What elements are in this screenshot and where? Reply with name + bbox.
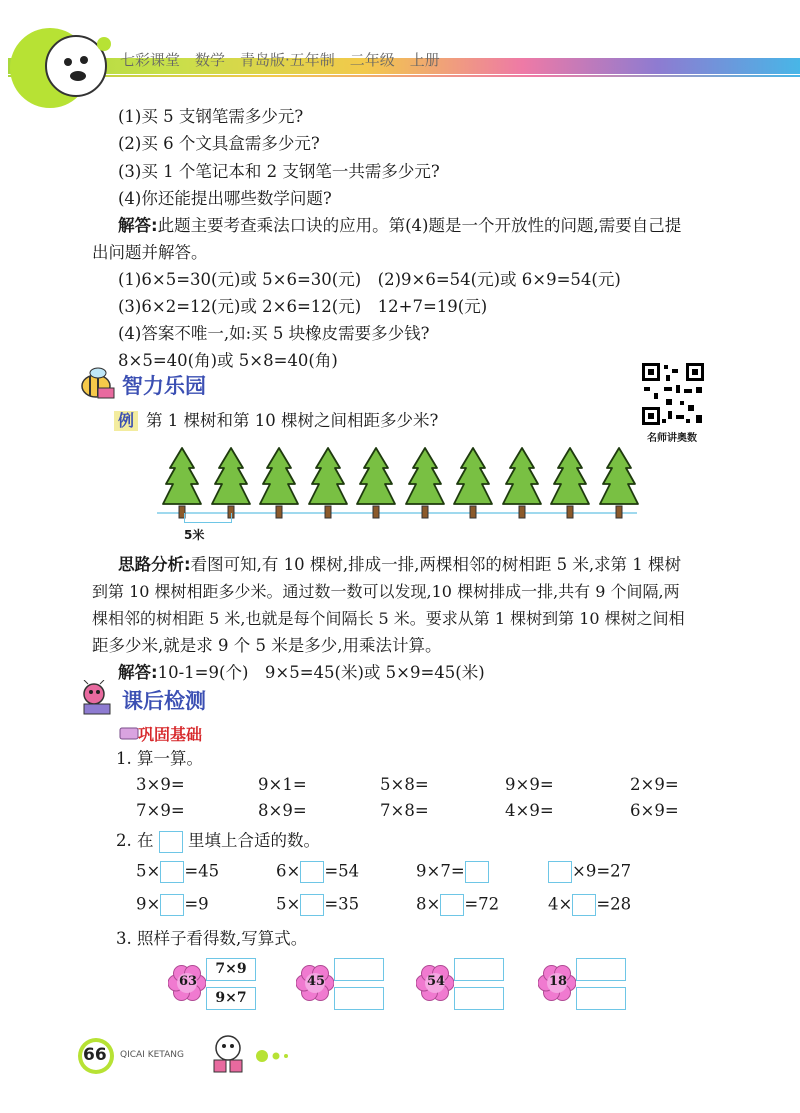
tree-icon bbox=[453, 446, 493, 521]
tree-icon bbox=[599, 446, 639, 521]
page-number: 66 bbox=[83, 1045, 107, 1065]
q1-item: 7×8= bbox=[380, 801, 429, 820]
analysis-line-1 bbox=[118, 554, 681, 576]
problem-4: (4)你还能提出哪些数学问题? bbox=[118, 189, 332, 208]
q1-item: 7×9= bbox=[136, 801, 185, 820]
example-tag: 例 bbox=[114, 411, 138, 431]
analysis-answer bbox=[118, 662, 485, 684]
q1-item: 9×1= bbox=[258, 775, 307, 794]
analysis-answer-label: 解答: bbox=[118, 663, 158, 682]
analysis-line-2: 到第 10 棵树相距多少米。通过数一数可以发现,10 棵树排成一排,共有 9 个间隔,两 bbox=[92, 582, 680, 601]
flower-value: 63 bbox=[178, 974, 198, 989]
distance-bracket bbox=[184, 513, 232, 523]
analysis-line-3: 棵相邻的树相距 5 米,也就是每个间隔长 5 米。要求从第 1 棵树到第 10 棵树之间相 bbox=[92, 609, 685, 628]
flower-value: 18 bbox=[548, 974, 568, 989]
analysis-text-1: 看图可知,有 10 棵树,排成一排,两棵相邻的树相距 5 米,求第 1 棵树 bbox=[190, 555, 682, 574]
q2-item-post: =72 bbox=[464, 894, 500, 914]
expression-box-bottom[interactable] bbox=[334, 987, 384, 1010]
expression-box-bottom[interactable] bbox=[576, 987, 626, 1010]
q1-item: 4×9= bbox=[505, 801, 554, 820]
q1-title: 1. 算一算。 bbox=[116, 749, 203, 768]
flower-value: 54 bbox=[426, 974, 446, 989]
q2-item-pre: 4× bbox=[548, 894, 573, 914]
problem-3: (3)买 1 个笔记本和 2 支钢笔一共需多少元? bbox=[118, 162, 440, 181]
tree-icon bbox=[308, 446, 348, 521]
answer-box[interactable] bbox=[548, 861, 572, 883]
expression-box-top[interactable] bbox=[454, 958, 504, 981]
q2-item-pre: 8× bbox=[416, 894, 441, 914]
q2-item bbox=[136, 861, 219, 883]
problem-2: (2)买 6 个文具盒需多少元? bbox=[118, 134, 320, 153]
answer-box[interactable] bbox=[300, 861, 324, 883]
header-title: 七彩课堂 数学 青岛版·五年制 二年级 上册 bbox=[120, 51, 440, 69]
analysis-line-4: 距多少米,就是求 9 个 5 米是多少,用乘法计算。 bbox=[92, 636, 442, 655]
q1-item: 8×9= bbox=[258, 801, 307, 820]
q2-item-pre: 9×7= bbox=[416, 861, 465, 881]
expression-box-bottom: 9×7 bbox=[206, 987, 256, 1010]
answer-box[interactable] bbox=[300, 894, 324, 916]
q2-item-pre: 5× bbox=[136, 861, 161, 881]
q2-item bbox=[416, 894, 499, 916]
analysis-label: 思路分析: bbox=[118, 555, 191, 574]
tree-icon bbox=[259, 446, 299, 521]
mascot-logo-icon bbox=[8, 20, 118, 110]
section-title-zhili: 智力乐园 bbox=[122, 374, 206, 398]
flower-value: 45 bbox=[306, 974, 326, 989]
q2-item bbox=[136, 894, 209, 916]
answer-line-3: (4)答案不唯一,如:买 5 块橡皮需要多少钱? bbox=[118, 324, 430, 343]
q2-title bbox=[116, 830, 320, 853]
q2-item-post: =35 bbox=[324, 894, 360, 914]
q2-item-post: ×9=27 bbox=[572, 861, 632, 881]
answer-line-2: (3)6×2=12(元)或 2×6=12(元) 12+7=19(元) bbox=[118, 297, 488, 316]
answer-box[interactable] bbox=[465, 861, 489, 883]
q2-item bbox=[416, 861, 489, 883]
q2-item-post: =54 bbox=[324, 861, 360, 881]
q2-item-pre: 9× bbox=[136, 894, 161, 914]
expression-box-top: 7×9 bbox=[206, 958, 256, 981]
qr-code-icon[interactable] bbox=[640, 361, 706, 427]
footer-brand: QICAI KETANG bbox=[120, 1050, 184, 1060]
q1-item: 9×9= bbox=[505, 775, 554, 794]
q2-item bbox=[548, 861, 631, 883]
expression-box-bottom[interactable] bbox=[454, 987, 504, 1010]
q2-item bbox=[276, 861, 359, 883]
q2-title-a: 2. 在 bbox=[116, 831, 154, 850]
answer-box[interactable] bbox=[160, 894, 184, 916]
answer-line-4: 8×5=40(角)或 5×8=40(角) bbox=[118, 351, 338, 370]
expression-box-top[interactable] bbox=[576, 958, 626, 981]
expression-box-top[interactable] bbox=[334, 958, 384, 981]
sub-title-gonggu: 巩固基础 bbox=[138, 725, 203, 744]
analysis-answer-text: 10-1=9(个) 9×5=45(米)或 5×9=45(米) bbox=[157, 663, 485, 682]
example-text: 第 1 棵树和第 10 棵树之间相距多少米? bbox=[146, 411, 439, 430]
eraser-icon bbox=[118, 724, 140, 742]
q2-item-post: =9 bbox=[184, 894, 209, 914]
q2-item-pre: 5× bbox=[276, 894, 301, 914]
answer-box[interactable] bbox=[572, 894, 596, 916]
bug-mascot-icon bbox=[74, 680, 118, 718]
answer-box[interactable] bbox=[440, 894, 464, 916]
q2-item-post: =28 bbox=[596, 894, 632, 914]
answer-paragraph-1 bbox=[118, 215, 681, 237]
q2-item bbox=[276, 894, 359, 916]
q1-item: 3×9= bbox=[136, 775, 185, 794]
footer-mascot-icon bbox=[200, 1030, 310, 1080]
q1-item: 5×8= bbox=[380, 775, 429, 794]
tree-icon bbox=[502, 446, 542, 521]
q1-item: 2×9= bbox=[630, 775, 679, 794]
q1-item: 6×9= bbox=[630, 801, 679, 820]
section-title-kehou: 课后检测 bbox=[122, 689, 206, 713]
answer-box[interactable] bbox=[160, 861, 184, 883]
q2-title-b: 里填上合适的数。 bbox=[188, 831, 320, 850]
distance-label: 5米 bbox=[184, 528, 205, 542]
header-rule bbox=[8, 75, 800, 77]
tree-icon bbox=[162, 446, 202, 521]
answer-box-sample bbox=[159, 831, 183, 853]
answer-label: 解答: bbox=[118, 216, 158, 235]
tree-icon bbox=[405, 446, 445, 521]
q2-item-pre: 6× bbox=[276, 861, 301, 881]
q2-item-post: =45 bbox=[184, 861, 220, 881]
tree-icon bbox=[550, 446, 590, 521]
answer-text-1: 此题主要考查乘法口诀的应用。第(4)题是一个开放性的问题,需要自己提 bbox=[157, 216, 682, 235]
problem-1: (1)买 5 支钢笔需多少元? bbox=[118, 107, 304, 126]
tree-icon bbox=[356, 446, 396, 521]
q3-title: 3. 照样子看得数,写算式。 bbox=[116, 929, 308, 948]
bee-mascot-icon bbox=[76, 366, 116, 402]
answer-text-2: 出问题并解答。 bbox=[92, 243, 208, 262]
qr-caption: 名师讲奥数 bbox=[647, 433, 697, 444]
q2-item bbox=[548, 894, 631, 916]
tree-icon bbox=[211, 446, 251, 521]
answer-line-1: (1)6×5=30(元)或 5×6=30(元) (2)9×6=54(元)或 6×9=54(元) bbox=[118, 270, 621, 289]
